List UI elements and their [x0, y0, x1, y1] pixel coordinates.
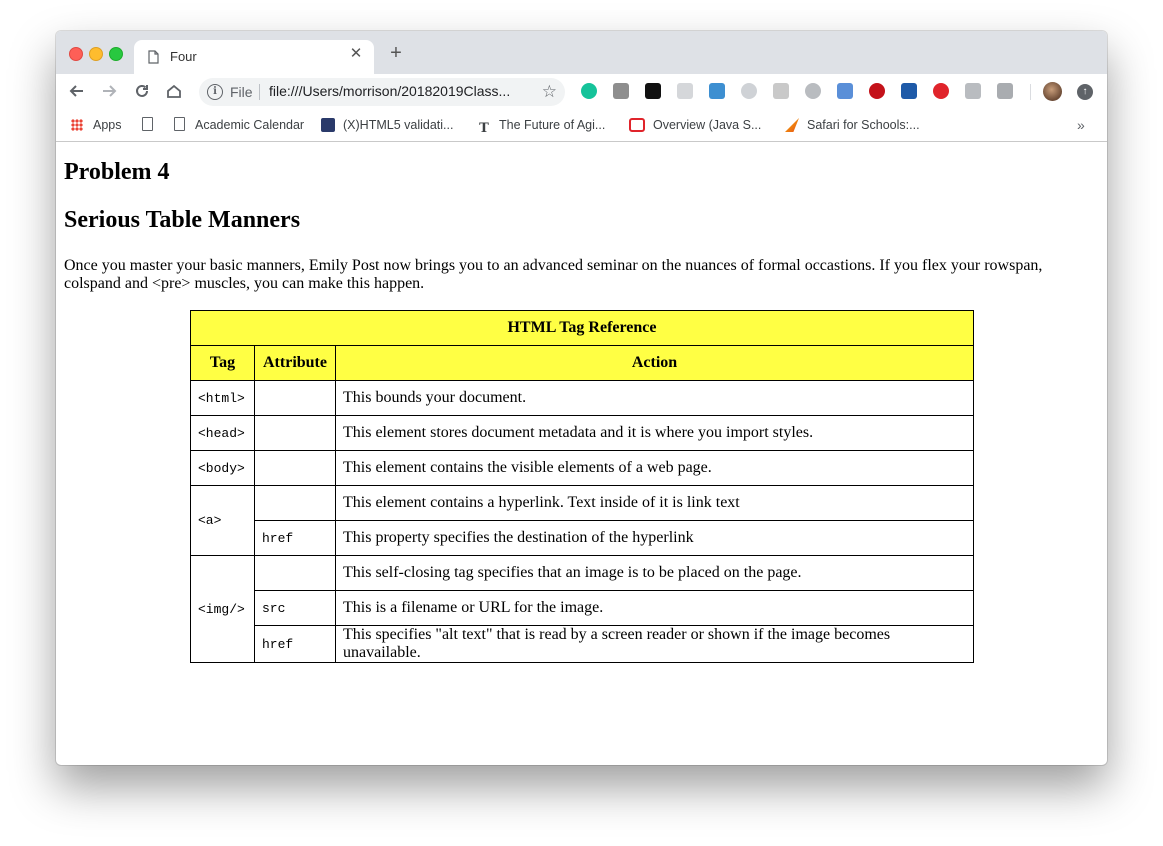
- action-cell: This self-closing tag specifies that an image is to be placed on the page.: [336, 556, 974, 591]
- bookmark-safari-for-schools[interactable]: Safari for Schools:...: [785, 116, 920, 134]
- page-icon: [142, 117, 153, 131]
- close-tab-icon[interactable]: ✕: [349, 45, 363, 62]
- back-arrow-icon[interactable]: [67, 82, 87, 102]
- table-row: [191, 451, 974, 486]
- attribute-cell: href: [255, 626, 336, 663]
- bookmark-academic-calendar[interactable]: Academic Calendar: [174, 116, 304, 134]
- action-cell: This property specifies the destination of the hyperlink: [336, 521, 974, 556]
- attribute-cell: [255, 381, 336, 416]
- tab-strip: [56, 31, 1107, 74]
- home-icon[interactable]: [164, 82, 184, 102]
- table-row: [191, 591, 974, 626]
- attribute-cell: src: [255, 591, 336, 626]
- bookmarks-bar: [56, 110, 1107, 142]
- safari-icon: [785, 118, 799, 132]
- browser-window: [56, 31, 1107, 765]
- page-icon: [148, 50, 159, 64]
- printer-icon[interactable]: [837, 83, 853, 99]
- new-tab-button[interactable]: +: [390, 42, 402, 64]
- tab-title: Four: [170, 49, 197, 64]
- chat-icon[interactable]: [901, 83, 917, 99]
- table-row: [191, 416, 974, 451]
- info-icon[interactable]: i: [207, 84, 223, 100]
- table-caption-row: [191, 311, 974, 346]
- close-window-button[interactable]: [69, 47, 83, 61]
- nyt-icon: T: [479, 121, 489, 136]
- attribute-cell: [255, 451, 336, 486]
- table-row: [191, 486, 974, 521]
- opera-icon[interactable]: [933, 83, 949, 99]
- attribute-cell: [255, 416, 336, 451]
- url-scheme: File: [230, 84, 253, 100]
- action-cell: This element contains the visible elements of a web page.: [336, 451, 974, 486]
- tag-cell: <body>: [191, 451, 255, 486]
- list-icon[interactable]: [965, 83, 981, 99]
- action-cell: This bounds your document.: [336, 381, 974, 416]
- attribute-cell: [255, 486, 336, 521]
- tag-reference-table: [190, 310, 974, 663]
- bookmark-java-overview[interactable]: Overview (Java S...: [629, 116, 761, 134]
- key-icon[interactable]: [709, 83, 725, 99]
- validator-icon: [321, 118, 335, 132]
- n-icon[interactable]: [997, 83, 1013, 99]
- tag-cell: <img/>: [191, 556, 255, 663]
- table-row: [191, 626, 974, 663]
- page-content: [56, 142, 1107, 765]
- tag-cell: <head>: [191, 416, 255, 451]
- bookmark-validator[interactable]: (X)HTML5 validati...: [321, 116, 453, 134]
- bookmark-star-icon[interactable]: ☆: [541, 82, 557, 101]
- profile-avatar[interactable]: [1043, 82, 1062, 101]
- table-header-row: [191, 346, 974, 381]
- youtube-icon[interactable]: [869, 83, 885, 99]
- update-icon[interactable]: ↑: [1077, 84, 1093, 100]
- column-header-attribute: Attribute: [255, 346, 336, 381]
- apps-grid-icon: [71, 119, 83, 131]
- table-caption: HTML Tag Reference: [191, 311, 974, 346]
- tag-cell: <a>: [191, 486, 255, 556]
- zoom-window-button[interactable]: [109, 47, 123, 61]
- bookmark-apps[interactable]: Apps: [71, 116, 122, 134]
- bookmark-blank[interactable]: [142, 116, 163, 134]
- bookmark-future-of-agi[interactable]: T The Future of Agi...: [477, 116, 605, 134]
- page-icon: [174, 117, 185, 131]
- url-text[interactable]: file:///Users/morrison/20182019Class...: [269, 83, 511, 99]
- wifi-icon[interactable]: [741, 83, 757, 99]
- attribute-cell: [255, 556, 336, 591]
- address-bar[interactable]: [199, 78, 565, 106]
- grammarly-icon[interactable]: [581, 83, 597, 99]
- action-cell: This specifies "alt text" that is read by a screen reader or shown if the image becomes unavailable.: [336, 626, 974, 663]
- tag-cell: <html>: [191, 381, 255, 416]
- vimeo-icon[interactable]: [645, 83, 661, 99]
- puzzle-icon[interactable]: [677, 83, 693, 99]
- reload-icon[interactable]: [132, 82, 152, 102]
- divider: [1030, 84, 1031, 100]
- column-header-action: Action: [336, 346, 974, 381]
- table-row: [191, 521, 974, 556]
- table-row: [191, 381, 974, 416]
- minimize-window-button[interactable]: [89, 47, 103, 61]
- oracle-icon: [629, 118, 645, 132]
- page-subheading: Serious Table Manners: [64, 207, 301, 233]
- page-heading: Problem 4: [64, 159, 170, 185]
- es-icon[interactable]: [773, 83, 789, 99]
- column-header-tag: Tag: [191, 346, 255, 381]
- divider: [259, 84, 260, 100]
- tab-four[interactable]: [134, 40, 374, 74]
- action-cell: This element contains a hyperlink. Text inside of it is link text: [336, 486, 974, 521]
- attribute-cell: href: [255, 521, 336, 556]
- forward-arrow-icon[interactable]: [99, 82, 119, 102]
- extension-gray-icon[interactable]: [613, 83, 629, 99]
- action-cell: This is a filename or URL for the image.: [336, 591, 974, 626]
- action-cell: This element stores document metadata and it is where you import styles.: [336, 416, 974, 451]
- intro-paragraph: Once you master your basic manners, Emily Post now brings you to an advanced seminar on the nuances of formal occastions. If you flex your rowspan, colspand and <pre> muscles, you can make this happen.: [64, 257, 1043, 292]
- bookmarks-overflow-button[interactable]: »: [1077, 117, 1085, 133]
- table-row: [191, 556, 974, 591]
- circle-icon[interactable]: [805, 83, 821, 99]
